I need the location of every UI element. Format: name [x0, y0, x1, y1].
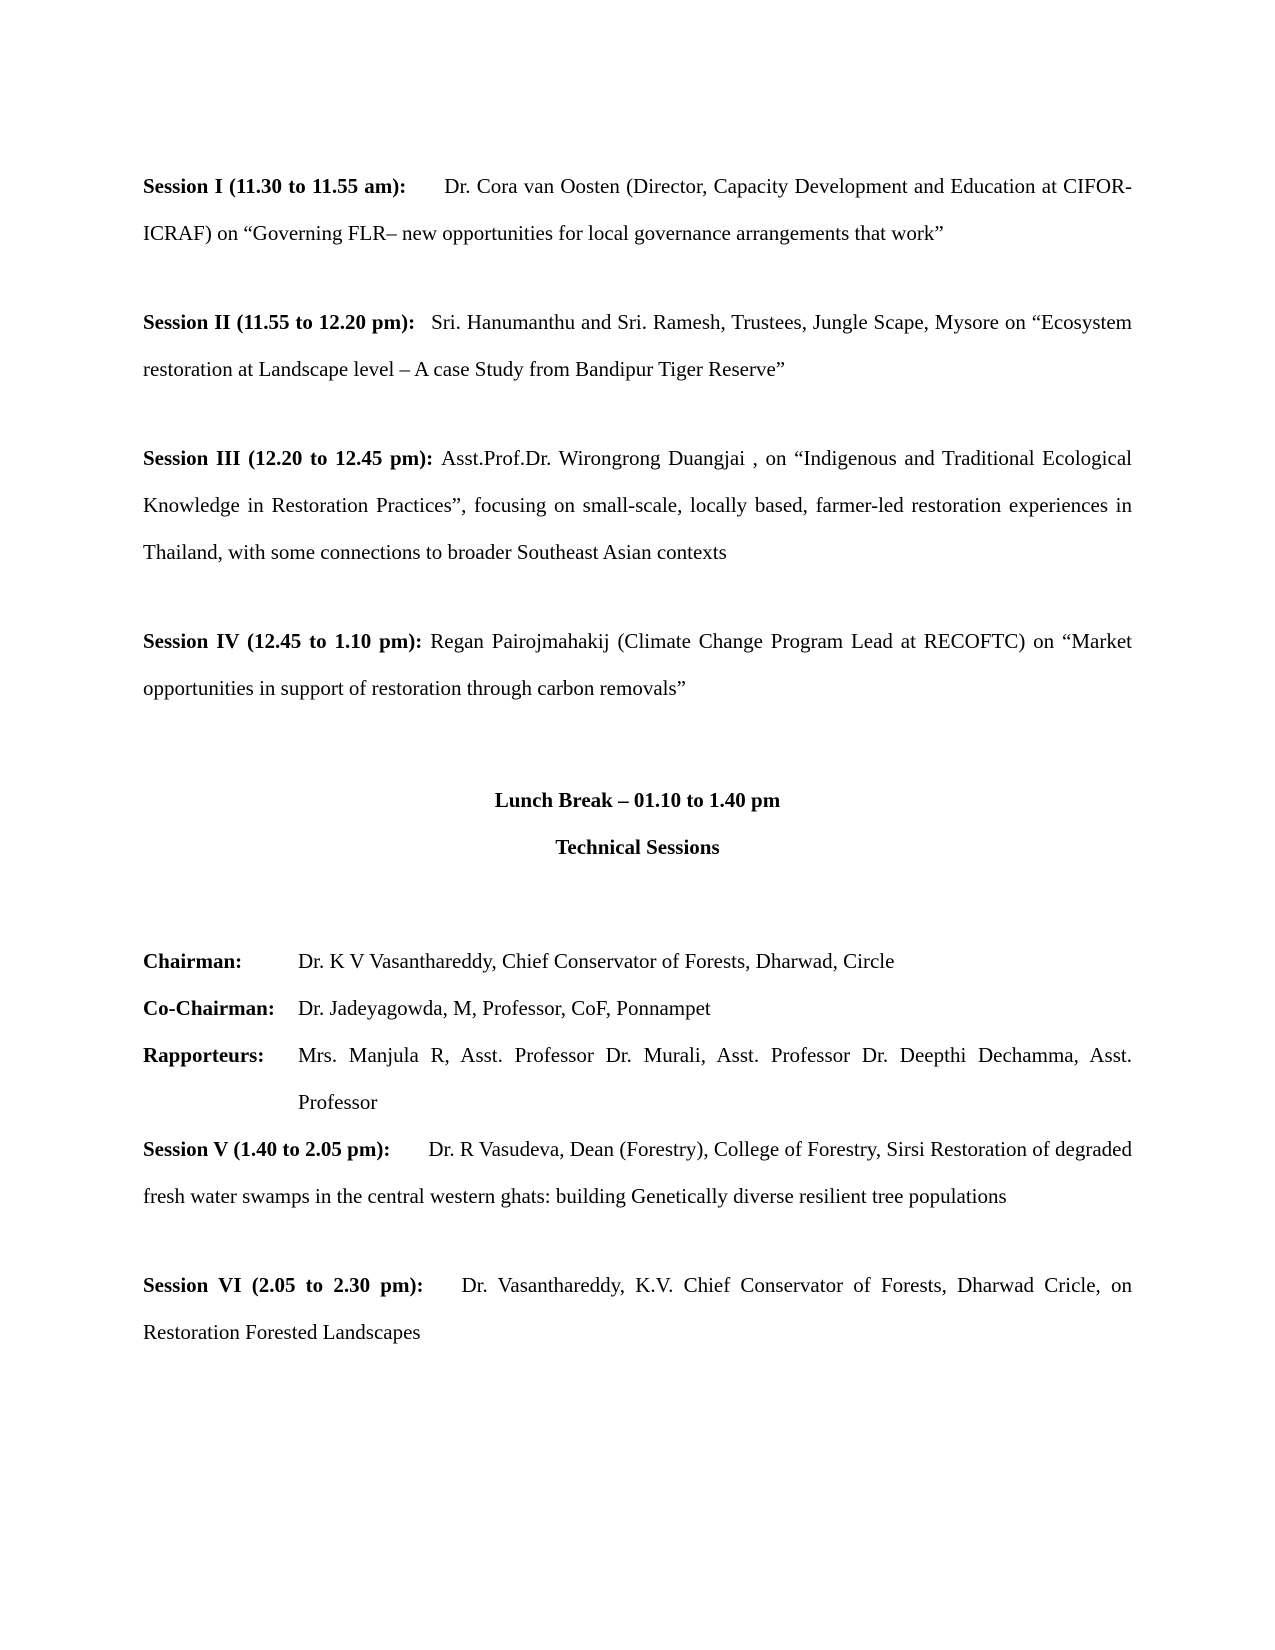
- chairman-row: [143, 938, 1132, 985]
- tab-spacer: [390, 1155, 428, 1156]
- session-3-text: Asst.Prof.Dr. Wirongrong Duangjai , on “Indigenous and Traditional Ecological Knowledge in Restoration Practices”, focusing on small-scale, locally based, farmer-led restoration experiences in Thailand, with some connections to broader Southeast Asian contexts: [143, 446, 1132, 564]
- tab-spacer: [415, 328, 431, 329]
- rapporteurs-label: Rapporteurs:: [143, 1043, 265, 1067]
- session-2-paragraph: [143, 299, 1132, 393]
- session-2-text: Sri. Hanumanthu and Sri. Ramesh, Trustees, Jungle Scape, Mysore on “Ecosystem restoration at Landscape level – A case Study from Bandipur Tiger Reserve”: [143, 310, 1132, 381]
- co-chairman-label: Co-Chairman:: [143, 996, 275, 1020]
- session-4-paragraph: [143, 618, 1132, 712]
- session-3-paragraph: [143, 435, 1132, 576]
- session-5-paragraph: [143, 1126, 1132, 1220]
- rapporteurs-text: Mrs. Manjula R, Asst. Professor Dr. Murali, Asst. Professor Dr. Deepthi Dechamma, Asst. Professor: [298, 1043, 1132, 1114]
- session-6-label: Session VI (2.05 to 2.30 pm):: [143, 1273, 424, 1297]
- co-chairman-row: [143, 985, 1132, 1032]
- tab-spacer: [406, 192, 444, 193]
- tab-spacer: [433, 464, 441, 465]
- session-5-label: Session V (1.40 to 2.05 pm):: [143, 1137, 391, 1161]
- session-5-text: Dr. R Vasudeva, Dean (Forestry), College of Forestry, Sirsi Restoration of degraded fresh water swamps in the central western ghats: building Genetically diverse resilient tree populations: [143, 1137, 1132, 1208]
- session-1-label: Session I (11.30 to 11.55 am):: [143, 174, 407, 198]
- session-6-text: Dr. Vasanthareddy, K.V. Chief Conservator of Forests, Dharwad Cricle, on Restoration Forested Landscapes: [143, 1273, 1132, 1344]
- session-4-label: Session IV (12.45 to 1.10 pm):: [143, 629, 423, 653]
- session-3-label: Session III (12.20 to 12.45 pm):: [143, 446, 434, 470]
- session-4-text: Regan Pairojmahakij (Climate Change Program Lead at RECOFTC) on “Market opportunities in support of restoration through carbon removals”: [143, 629, 1132, 700]
- session-2-label: Session II (11.55 to 12.20 pm):: [143, 310, 416, 334]
- co-chairman-text: Dr. Jadeyagowda, M, Professor, CoF, Ponnampet: [298, 996, 711, 1020]
- technical-sessions-heading: Technical Sessions: [555, 835, 720, 859]
- lunch-break-heading: Lunch Break – 01.10 to 1.40 pm: [494, 788, 781, 812]
- session-1-text: Dr. Cora van Oosten (Director, Capacity Development and Education at CIFOR-ICRAF) on “Governing FLR– new opportunities for local governance arrangements that work”: [143, 174, 1132, 245]
- session-1-paragraph: [143, 163, 1132, 257]
- chairman-label: Chairman:: [143, 949, 243, 973]
- chairman-text: Dr. K V Vasanthareddy, Chief Conservator of Forests, Dharwad, Circle: [298, 949, 895, 973]
- officials-list: [143, 938, 1132, 1126]
- tab-spacer: [423, 1291, 461, 1292]
- rapporteurs-row: [143, 1032, 1132, 1126]
- session-6-paragraph: [143, 1262, 1132, 1356]
